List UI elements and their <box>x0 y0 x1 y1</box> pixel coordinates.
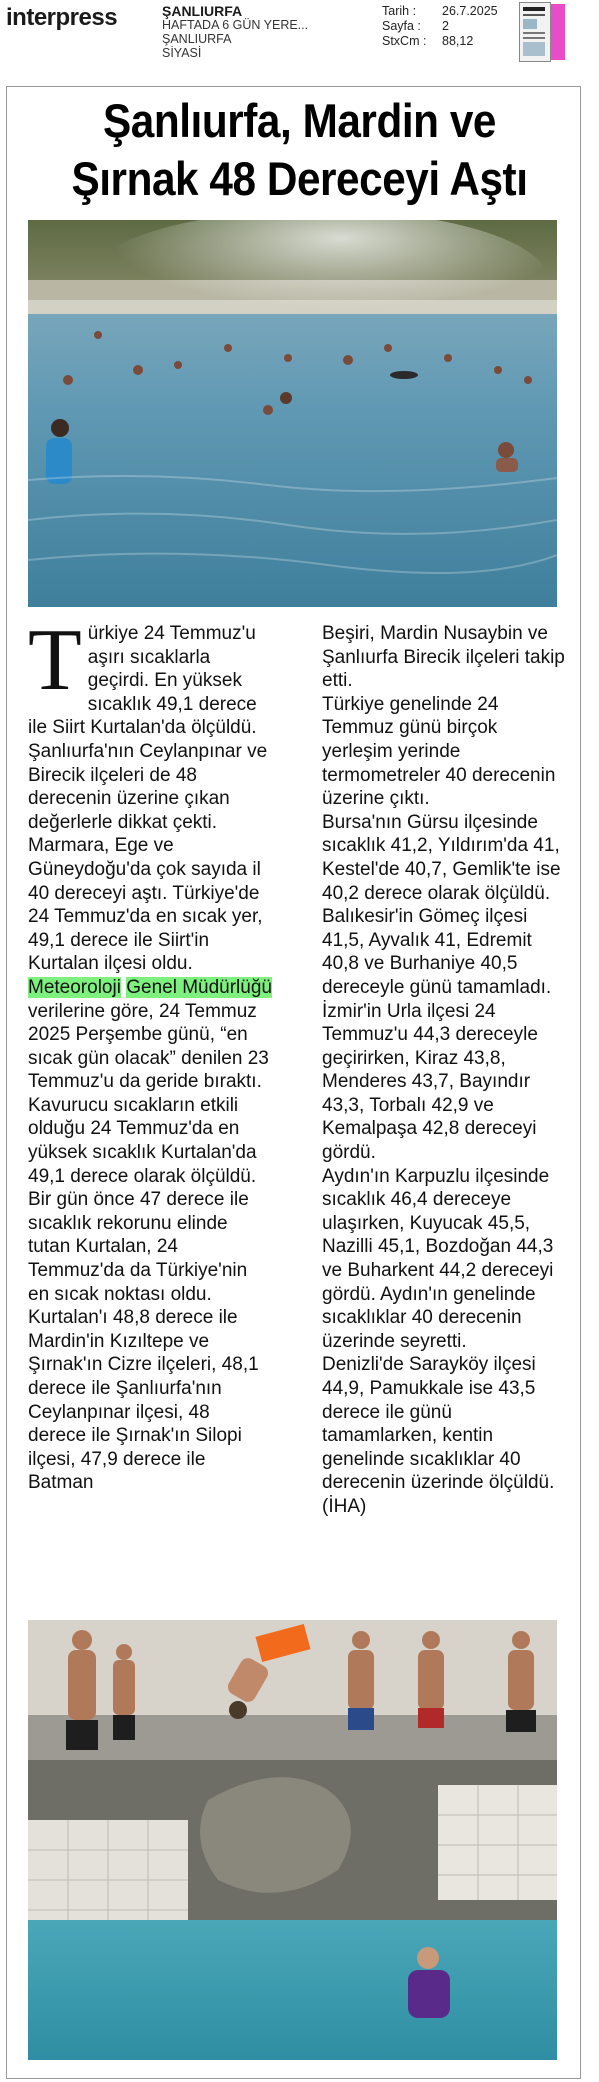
publication-city: ŞANLIURFA <box>162 32 232 46</box>
paragraph-6: Bursa'nın Gürsu ilçesinde sıcaklık 41,2, Yıldırım'da 41, Kestel'de 40,7, Gemlik'te ise 40,2 derece olarak ölçüldü. Balıkesir'in Gömeç ilçesi 41,5, Ayvalık 41, Edremit 40,8 ve Burhaniye 40,5 dereceyle günü tamamladı. <box>322 811 561 998</box>
publication-info <box>162 4 308 60</box>
photo-swimming-pool <box>28 220 557 607</box>
publication-name: ŞANLIURFA <box>162 3 243 19</box>
paragraph-2 <box>28 976 273 1306</box>
publication-frequency: HAFTADA 6 GÜN YERE... <box>162 18 309 32</box>
clip-color-marker <box>551 4 565 60</box>
stxcm-label: StxCm : <box>382 34 427 48</box>
paragraph-3: Kurtalan'ı 48,8 derece ile Mardin'in Kızıltepe ve Şırnak'ın Cizre ilçeleri, 48,1 derece ile Şanlıurfa'nın Ceylanpınar ilçesi, 48 derece ile Şırnak'ın Silopi ilçesi, 47,9 derece ile Batman <box>28 1307 259 1494</box>
stxcm-row <box>382 34 498 49</box>
page-row <box>382 19 498 34</box>
date-label: Tarih : <box>382 4 417 18</box>
clip-meta <box>382 4 498 49</box>
paragraph-5: Türkiye genelinde 24 Temmuz günü birçok yerleşim yerinde termometreler 40 derecenin üzerine çıktı. <box>322 693 556 810</box>
date-row <box>382 4 498 19</box>
paragraph-4: Beşiri, Mardin Nusaybin ve Şanlıurfa Birecik ilçeleri takip etti. <box>322 623 565 692</box>
page-label: Sayfa : <box>382 19 421 33</box>
paragraph-9: Denizli'de Sarayköy ilçesi 44,9, Pamukkale ise 43,5 derece ile günü tamamlarken, kentin genelinde sıcaklıklar 40 derecenin üzerinde ölçüldü. (İHA) <box>322 1354 555 1517</box>
publication-section: SİYASİ <box>162 46 202 60</box>
paragraph-1 <box>28 612 273 976</box>
paragraph-2-text: verilerine göre, 24 Temmuz 2025 Perşembe günü, “en sıcak gün olacak” denilen 23 Temmuz'u da geride bıraktı. Kavurucu sıcakların etkili olduğu 24 Temmuz'da en yüksek sıcaklık Kurtalan'da 49,1 derece olarak ölçüldü. Bir gün önce 47 derece ile sıcaklık rekorunu elinde tutan Kurtalan, 24 Temmuz'da da Türkiye'nin en sıcak noktası oldu. <box>28 1000 269 1305</box>
stxcm-value: 88,12 <box>442 34 474 48</box>
highlight-genel-mudurlugu: Genel Müdürlüğü <box>126 976 272 998</box>
clipping-header <box>0 0 599 64</box>
date-value: 26.7.2025 <box>442 4 498 18</box>
article-column-2 <box>322 622 565 1519</box>
page-value: 2 <box>442 19 449 33</box>
paragraph-1-text: ürkiye 24 Temmuz'u aşırı sıcaklarla geçirdi. En yüksek sıcaklık 49,1 derece ile Siirt Kurtalan'da ölçüldü. Şanlıurfa'nın Ceylanpınar ve Birecik ilçeleri de 48 derecenin üzerine çıkan değerlerle dikkat çekti. Marmara, Ege ve Güneydoğu'da çok sayıda il 40 dereceyi aştı. Türkiye'de 24 Temmuz'da en sıcak yer, 49,1 derece ile Siirt'in Kurtalan ilçesi oldu. <box>28 623 268 975</box>
headline-line-2: Şırnak 48 Dereceyi Aştı <box>71 152 528 205</box>
interpress-logo: interpress <box>6 4 118 31</box>
photo-boys-jumping <box>28 1620 557 2060</box>
highlight-meteoroloji: Meteoroloji <box>28 976 121 998</box>
article-column-1 <box>28 612 273 1495</box>
drop-cap: T <box>28 612 82 709</box>
headline-line-1: Şanlıurfa, Mardin ve <box>103 94 496 147</box>
article-headline <box>50 92 550 208</box>
paragraph-7: İzmir'in Urla ilçesi 24 Temmuz'u 44,3 dereceyle geçirirken, Kiraz 43,8, Menderes 43,7, Bayındır 43,3, Torbalı 42,9 ve Kemalpaşa 42,8 dereceyi gördü. <box>322 1000 538 1164</box>
page-thumbnail-icon[interactable] <box>519 2 551 62</box>
paragraph-8: Aydın'ın Karpuzlu ilçesinde sıcaklık 46,4 dereceye ulaşırken, Kuyucak 45,5, Nazilli 45,1, Bozdoğan 44,3 ve Buharkent 44,2 dereceyi gördü. Aydın'ın genelinde sıcaklıklar 40 derecenin üzerinde seyretti. <box>322 1165 554 1352</box>
